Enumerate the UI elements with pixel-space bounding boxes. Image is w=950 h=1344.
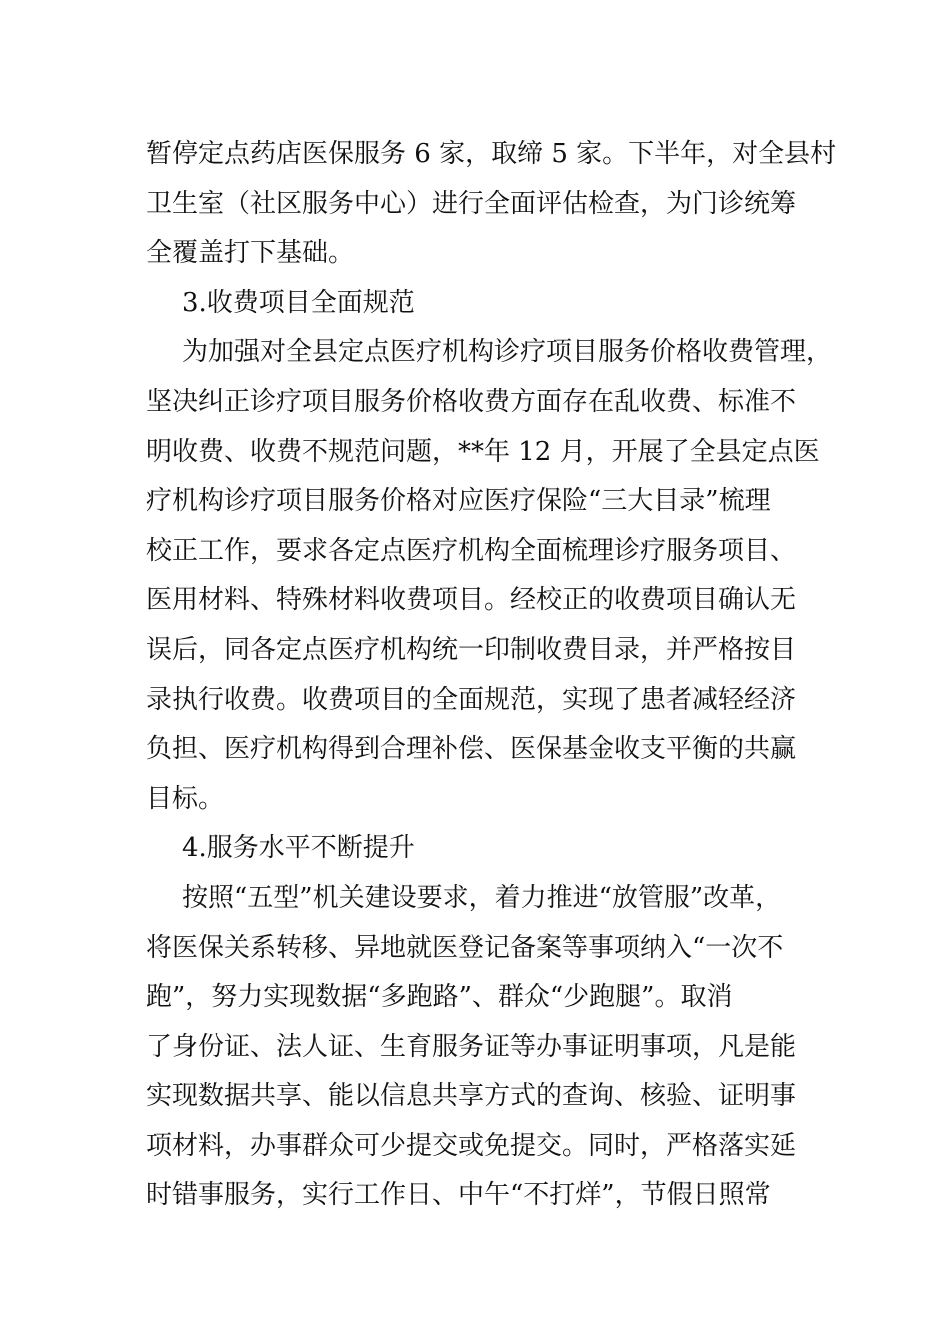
text-line: 时错事服务，实行工作日、中午“不打烊”，节假日照常 (146, 1180, 771, 1211)
text-line: 误后，同各定点医疗机构统一印制收费目录，并严格按目 (146, 634, 797, 665)
text-line: 校正工作，要求各定点医疗机构全面梳理诊疗服务项目、 (146, 535, 797, 566)
text-line: 为加强对全县定点医疗机构诊疗项目服务价格收费管理， (182, 337, 833, 368)
text-line: 坚决纠正诊疗项目服务价格收费方面存在乱收费、标准不 (146, 386, 797, 417)
body-text (146, 130, 837, 1221)
text-line: 明收费、收费不规范问题，**年 12 月，开展了全县定点医 (146, 436, 820, 467)
text-line: 了身份证、法人证、生育服务证等办事证明事项，凡是能 (146, 1031, 797, 1062)
text-line: 医用材料、特殊材料收费项目。经校正的收费项目确认无 (146, 585, 797, 616)
text-line: 实现数据共享、能以信息共享方式的查询、核验、证明事 (146, 1081, 797, 1112)
section-heading: 3.收费项目全面规范 (182, 287, 415, 318)
text-line: 负担、医疗机构得到合理补偿、医保基金收支平衡的共赢 (146, 734, 797, 765)
text-line: 全覆盖打下基础。 (146, 238, 355, 269)
text-line: 录执行收费。收费项目的全面规范，实现了患者减轻经济 (146, 684, 797, 715)
text-line: 将医保关系转移、异地就医登记备案等事项纳入“一次不 (146, 932, 784, 963)
text-line: 目标。 (146, 783, 225, 814)
text-line: 项材料，办事群众可少提交或免提交。同时，严格落实延 (146, 1130, 797, 1161)
text-line: 暂停定点药店医保服务 6 家，取缔 5 家。下半年，对全县村 (146, 139, 837, 169)
text-line: 跑”，努力实现数据“多跑路”、群众“少跑腿”。取消 (146, 982, 733, 1013)
text-line: 按照“五型”机关建设要求，着力推进“放管服”改革， (182, 882, 782, 913)
section-heading: 4.服务水平不断提升 (182, 833, 415, 864)
text-line: 疗机构诊疗项目服务价格对应医疗保险“三大目录”梳理 (146, 486, 771, 517)
text-line: 卫生室（社区服务中心）进行全面评估检查，为门诊统筹 (146, 188, 797, 219)
